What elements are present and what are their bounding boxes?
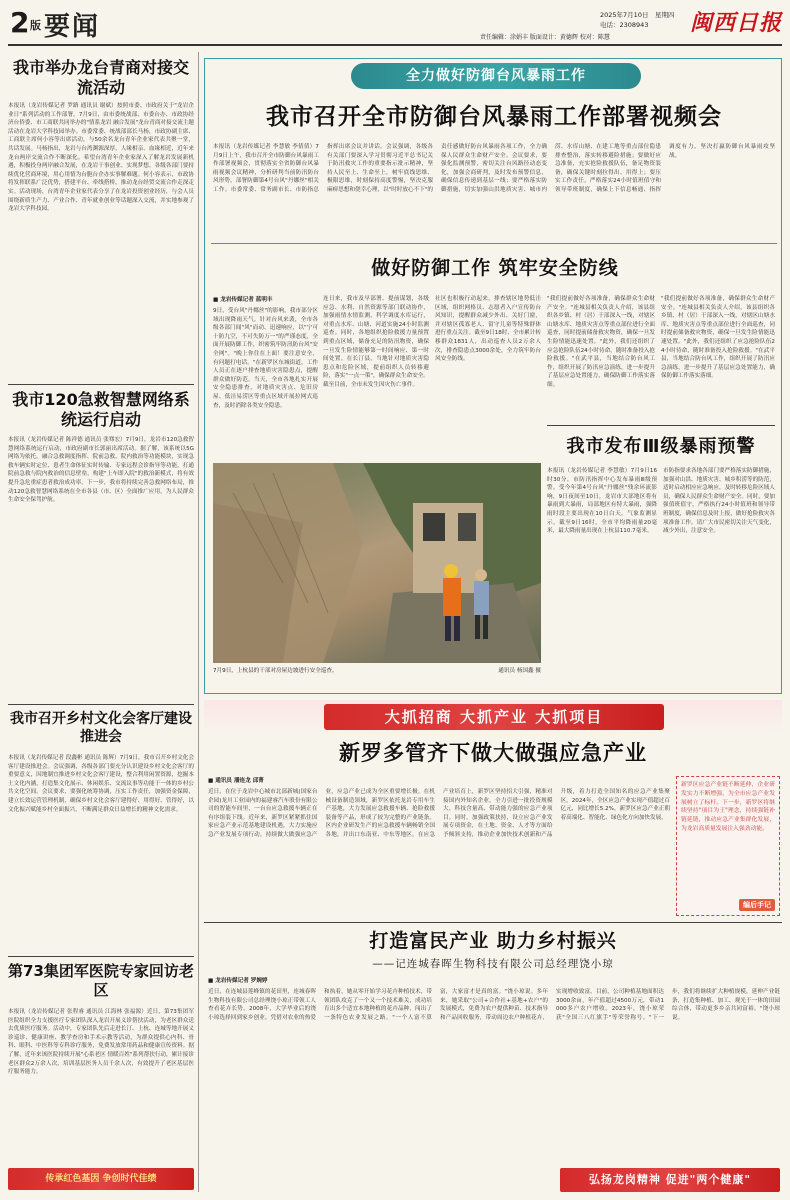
issue-weekday: 星期四 (655, 11, 675, 19)
feature-body-col5: "我们提前做好各项准备，确保群众生命财产安全。"连城县相关负责人介绍，该县组织各乡镇、村（居）干部深入一线，对辖区山塘水库、地质灾害点等重点部位进行全面巡查，同时提前储备救灾物资，确保一旦发生险情能迅速处置。"此外，我们还组织了应急抢险队伍24小时待命，随时准备投入抢险救援。"在武平县，当地结合防台风工作，组织开展了防汛应急演练，进一步提升了基层应急处置能力，确保防御工作落实落细。 (661, 296, 775, 380)
divider (211, 243, 777, 244)
phone-number: 电话：2308943 (600, 21, 649, 29)
divider (8, 956, 194, 957)
article-title: 我市举办龙台青商对接交流活动 (12, 58, 189, 97)
lead-headline: 我市召开全市防御台风暴雨工作部署视频会 (266, 104, 722, 130)
industry-body: 近日，在位于龙岩中心城市北部新城(国家台企园)龙川工业园内的福建睿汽车股份有限公司的智能车间里，一台台应急救援车辆正在有序组装下线。近年来，新罗区紧紧抓住国家应急产业示范基地建设机遇，大力实施应急产业发展专项行动，持续做大做强应急产业，应急产业已成为全区重要增长极。在机械设备制造领域，新罗区依托龙岩专用车生产基地，大力发展应急救援车辆、抢险救援装备等产品，形成了较为完整的产业链条。区内企业研发生产的应急救援车辆畅销全国各地，并出口东南亚、中东等地区。在应急产业培育上，新罗区坚持招大引强，精准对接国内外知名企业，全力引进一批投资规模大、科技含量高、带动能力强的应急产业项目。同时，加强政策扶持，设立应急产业发展专项资金，在土地、资金、人才等方面给予倾斜支持，推动企业加快技术创新和产品升级，着力打造全国知名的应急产业集聚区。2024年，全区应急产业实现产值超过百亿元，同比增长5.2%，新罗区应急产业正朝着高端化、智能化、绿色化方向加快发展。 (208, 789, 670, 838)
page-unit: 版 (30, 19, 41, 32)
profile-headline: 打造富民产业 助力乡村振兴 (369, 930, 617, 952)
article-body: 本报讯（龙岩传媒记者 罗路 通讯员 谢斌）按照市委、市政府关于"龙岩企业日"系列活动的工作部署，7月9日，由市委统战部、市委台办、市政协经济台侨委、市工商联共同举办的"情系龙岩 融合发展"龙台青商对接交流主题活动在龙岩大学科技园举办。市委常委、统战部部长马杨，市政协副主席、工商联主席何小容等出席活动，与50余名龙台青年企业家代表共聚一堂，共话发展。马杨指出，龙岩与台湾渊源深厚，人缘相亲、血缘相近，近年来龙台两岸交流合作不断深化。希望台湾青年企业家深入了解龙岩发展新机遇，积极投身两岸融合发展，在龙岩干事创业、实现梦想。各级各部门要持续优化营商环境，用心用情为台胞台企办实事解难题。何小容表示，市政协将发挥联系广泛优势，搭建平台、牵线搭桥，推动龙台经贸交流合作走深走实。活动现场，台湾青年企业家代表分享了在龙岩投资创业经历，与会人员围绕新质生产力、产业合作、青年就业创业等话题深入交流，并实地参观了龙岩大学科技园。 (8, 103, 194, 213)
masthead (0, 0, 790, 50)
article-title: 我市召开乡村文化会客厅建设推进会 (10, 711, 192, 745)
warning-body-col2: 市防指要求各地各部门要严格落实防御措施，加强对山洪、地质灾害、城乡积涝等的防范，适时启动相应应急响应，及时转移危险区域人员，确保人民群众生命财产安全。同时，要加强值班值守，严格执行24小时值班和领导带班制度，确保信息及时上报，做好抢险救灾各项准备工作。请广大市民密切关注天气变化，减少外出，注意安全。 (663, 468, 775, 535)
page-number: 2 (10, 6, 30, 39)
photo-caption: 7月9日，上杭县的干部对房屋边坡进行安全巡查。 (213, 668, 338, 674)
bottom-slogan-banner: 弘扬龙岗精神 促进"两个健康" (560, 1168, 780, 1192)
section-name: 要闻 (44, 12, 101, 42)
divider (204, 922, 782, 923)
industry-banner-bg (204, 700, 782, 734)
editor-credits: 责任编辑：涂娟丰 版面设计：黄德辉 校对：陈慧 (480, 34, 610, 41)
news-photo (213, 463, 541, 663)
topic-banner: 大抓招商 大抓产业 大抓项目 (324, 704, 664, 730)
lead-article-body: 本报讯（龙岩传媒记者 李慧敏 李倩倩）7月9日上午，我市召开全市防御台风暴雨工作部署视频会，贯彻落实全省防御台风暴雨视频会议精神，分析研判当前防汛防台风形势，部署防御第4号台风"丹娜丝"相关工作。市委常委、常务副市长、市防指总指挥出席会议并讲话。会议强调，各级各有关部门要深入学习贯彻习近平总书记关于防汛救灾工作的重要指示批示精神，坚持人民至上、生命至上，树牢底线思维、极限思维，时刻保持高度警惕，坚决克服麻痹思想和侥幸心理，以"时时放心不下"的责任感做好防台风暴雨各项工作，全力确保人民群众生命财产安全。会议要求，要强化监测预警，密切关注台风路径动态变化，加强会商研判，及时发布预警信息，确保信息传递到基层一线；要严格落实防御措施，切实加强山洪地质灾害、城市内涝、水库山塘、在建工地等重点部位隐患排查整治，落实转移避险措施；要做好应急准备，充实抢险救援队伍，备足物资装备，确保关键时刻拉得出、用得上；要压实工作责任，严格落实24小时值班值守和领导带班制度，确保上下信息畅通、指挥调度有力，坚决打赢防御台风暴雨攻坚战。 (213, 144, 775, 193)
top-story-frame (204, 58, 782, 694)
editors-note-box (676, 776, 780, 916)
feature-headline: 做好防御工作 筑牢安全防线 (371, 257, 619, 279)
slope-photo-graphic (213, 463, 541, 663)
feature-body-col4: "我们提前做好各项准备，确保群众生命财产安全。"连城县相关负责人介绍，该县组织各乡镇、村（居）干部深入一线，对辖区山塘水库、地质灾害点等重点部位进行全面巡查，同时提前储备救灾物资，确保一旦发生险情能迅速处置。"此外，我们还组织了应急抢险队伍24小时待命，随时准备投入抢险救援。"在武平县，当地结合防台风工作，组织开展了防汛应急演练，进一步提升了基层应急处置能力，确保防御工作落实落细。 (547, 296, 655, 388)
feature-body-col2: 连日来，我市及早部署、提前谋划，各级应急、水利、自然资源等部门联动协作，加强雨情水情监测，科学调度水库运行，对重点水库、山塘、河道实施24小时监测巡查。同时，各地组织抢险救援力量预置到重点区域，储备充足的防汛物资，确保一旦发生险情能够第一时间响应、第一时间处置。在长汀县，当地针对地质灾害隐患点和危险区域，提前组织人员转移避险，落实"一点一策"，确保群众生命安全。截至目前，全市未发生因灾伤亡事件。 (323, 296, 429, 388)
slogan-banner: 传承红色基因 争创时代佳绩 (8, 1168, 194, 1190)
article-title: 第73集团军医院专家回访老区 (8, 962, 194, 999)
industry-byline: ■ 通讯员 潘连龙 邱菁 (208, 778, 264, 784)
article-body: 本报讯（龙岩传媒记者 陈祥德 通讯员 张骞宏）7月9日，龙岩市120急救智慧网络系统运行启动，市政府副市长郭丽出席活动。据了解，该系统以5G网络为依托，融合急救调度指挥、院前急救、院内救治等功能模块，实现急救车辆实时定位、患者生命体征实时传输、专家远程会诊指导等功能，打通院前急救与院内救治的信息壁垒，构建"上车即入院"的救治新模式，将有效提升急危重症患者救治成功率。下一步，我市将持续完善急救网络布局，推动120急救智慧网络系统在全市各县（市、区）全面推广应用，为人民群众生命安全保驾护航。 (8, 437, 194, 504)
profile-subheadline: ——记连城春晖生物科技有限公司总经理饶小琼 (372, 958, 614, 970)
divider (8, 384, 194, 385)
industry-headline: 新罗多管齐下做大做强应急产业 (339, 741, 647, 765)
divider (8, 704, 194, 705)
left-column (8, 52, 194, 1192)
warning-body-col1: 本报讯（龙岩传媒记者 李慧敏）7月9日16时30分，市防汛指挥中心发布暴雨Ⅲ级预警。受今年第4号台风"丹娜丝"残余环流影响，9日夜间至10日，龙岩市大部地区将有暴雨到大暴雨，局部地区有特大暴雨，强降雨时段主要出现在10日白天。气象监测显示，截至9日16时，全市平均降雨量20毫米，最大降雨量出现在上杭县110.7毫米。 (547, 468, 657, 535)
profile-body: 近日，在连城县莲峰镇的花田里，连城春晖生物科技有限公司总经理饶小琼正带领工人查看花卉长势。2008年，大学毕业后的饶小琼选择回到家乡创业。凭借对农业的热爱和执着，她从零开始学习花卉种植技术，带领团队攻克了一个又一个技术难关，成功培育出多个适宜本地种植的花卉品种，闯出了一条特色农业发展之路。"一个人富不算富，大家富才是真的富。"饶小琼说。多年来，她采取"公司+合作社+基地+农户"的发展模式，免费为农户提供种苗、技术指导和产品回收服务，带动周边农户种植花卉，实现增收致富。目前，公司种植基地面积达3000余亩，年产值超过4500万元，带动1000多户农户增收。2023年，饶小琼荣获"全国三八红旗手"等荣誉称号。"下一步，我们将继续扩大种植规模，延伸产业链条，打造集种植、加工、观光于一体的田园综合体，带动更多乡亲共同富裕。"饶小琼说。 (208, 989, 780, 1021)
warning-headline: 我市发布Ⅲ级暴雨预警 (566, 436, 756, 457)
editors-note-text: 新罗区应急产业链不断延伸，企业研发实力不断增强，为全市应急产业发展树立了标杆。下一步，新罗区将继续坚持"项目为王"理念，持续强链补链延链，推动应急产业集群化发展，为龙岩高质量发展注入强劲动能。 (681, 782, 775, 832)
feature-body-col3: 社区也积极行动起来，排查辖区地势低洼区域，组织网格员、志愿者入户宣传防台风知识，提醒群众减少外出、关好门窗，并对辖区孤寡老人、留守儿童等特殊群体进行重点关注。截至9日18时，全市累计转移群众1831人，出动巡查人员2万余人次，排查隐患点3000余处，全力筑牢防台风安全防线。 (435, 296, 541, 363)
editors-note-tag: 编后手记 (739, 899, 775, 911)
article-body: 本报讯（龙岩传媒记者 段鑫彬 通讯员 陈辉）7月9日，我市召开乡村文化会客厅建设推进会。会议强调，各级各部门要充分认识建设乡村文化会客厅的重要意义，因地制宜推进乡村文化会客厅建设，整合利用闲置资源，挖掘本土文化内涵，打造集文化展示、休闲娱乐、交流议事等功能于一体的乡村公共文化空间。会议要求，要强化统筹协调，压实工作责任，加强资金保障，建立长效运营管理机制，确保乡村文化会客厅建得好、用得好、管得好，以文化振兴赋能乡村全面振兴，不断满足群众日益增长的精神文化需求。 (8, 755, 194, 813)
topic-banner: 全力做好防御台风暴雨工作 (351, 63, 641, 89)
article-body: 本报讯（龙岩传媒记者 张程睿 通讯员 江海林 张福源）近日，第73集团军医院组织全力支援医疗专家团队深入龙岩开展义诊帮扶活动，为老区群众送去优质医疗服务。活动中，专家团队先后走进长汀、上杭、连城等地开展义诊巡诊、健康讲座、教学查房和手术示教等活动，为群众提供心内科、骨科、眼科、中医科等专科诊疗服务，免费发放常用药品和健康宣传资料。据了解，近年来该医院持续开展"心系老区 情暖百姓"系列帮扶行动，累计接诊老区群众2万余人次，培训基层医务人员千余人次，有效提升了老区基层医疗服务能力。 (8, 1009, 194, 1076)
divider (547, 425, 775, 426)
profile-byline: ■ 龙岩传媒记者 罗婉婷 (208, 978, 268, 984)
column-divider (198, 52, 199, 1192)
feature-byline: ■ 龙岩传媒记者 蓝明丰 (213, 297, 273, 303)
masthead-rule (8, 44, 782, 46)
article-title: 我市120急救智慧网络系统运行启动 (12, 390, 190, 429)
feature-body-col1: 9日，受台风"丹娜丝"的影响，我市部分区域出现降雨天气。针对台风来袭，全市各级各部门闻"风"而动、迅速响应，以"宁可十防九空，不可失防万一"的严谨态度，全面开展防御工作，织密筑牢防汛防台风"安全网"。"晚上你住在上面！要注意安全，有问题打电话。"在新罗区东城街道，工作人员正在逐户排查地质灾害隐患点，提醒群众做好防范。当天，全市各地扎实开展安全隐患排查，对地质灾害点、危旧房屋、低洼易涝区等重点区域开展拉网式巡查，及时消除各类安全隐患。 (213, 308, 318, 409)
newspaper-logo: 闽西日报 (690, 10, 783, 36)
issue-date: 2025年7月10日 (600, 11, 649, 19)
photo-credit: 通讯员 杨国鑫 摄 (498, 668, 541, 674)
